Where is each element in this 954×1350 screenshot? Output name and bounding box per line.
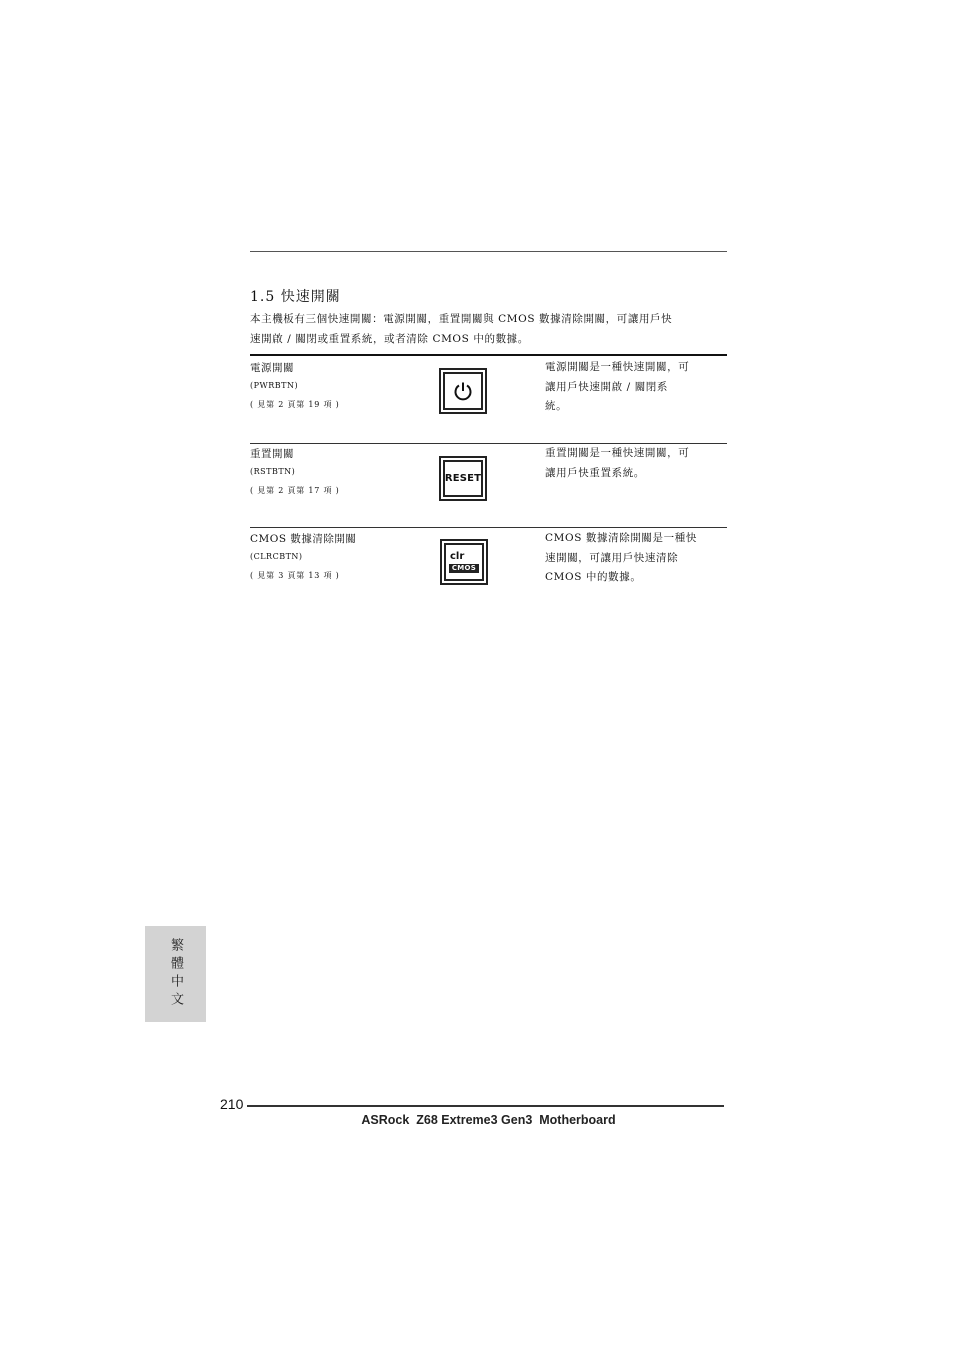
- language-side-tab: [145, 926, 206, 1022]
- power-switch-name: 電源開關: [250, 362, 294, 374]
- power-switch-label-cell: [250, 360, 340, 411]
- power-symbol-icon: [452, 380, 474, 402]
- reset-switch-name: 重置開關: [250, 448, 294, 460]
- power-icon: [439, 368, 487, 414]
- reset-icon-inner: [443, 460, 483, 497]
- intro-line: 速開啟 / 關閉或重置系統，或者清除 CMOS 中的數據。: [250, 333, 529, 345]
- reset-switch-ref: ( 見第 2 頁第 17 項 ): [250, 486, 340, 495]
- cmos-icon-text: CMOS: [449, 564, 479, 573]
- power-switch-description: [545, 358, 727, 417]
- section-title: 1.5 快速開關: [250, 289, 341, 305]
- description-line: CMOS 數據清除開關是一種快: [545, 532, 697, 544]
- description-line: 電源開關是一種快速開關，可: [545, 361, 690, 373]
- page-number: 210: [220, 1096, 244, 1112]
- clear-cmos-icon-inner: [444, 543, 484, 581]
- reset-icon-text: RESET: [444, 473, 482, 484]
- description-line: 統。: [545, 400, 568, 412]
- clr-icon-text: clr: [450, 550, 465, 562]
- row-separator: [250, 527, 727, 528]
- reset-switch-code: (RSTBTN): [250, 467, 296, 476]
- reset-switch-description: [545, 444, 727, 483]
- clear-cmos-switch-ref: ( 見第 3 頁第 13 項 ): [250, 571, 340, 580]
- intro-line: 本主機板有三個快速開關：電源開關，重置開關與 CMOS 數據清除開關，可讓用戶快: [250, 313, 673, 325]
- clear-cmos-switch-code: (CLRCBTN): [250, 552, 303, 561]
- clear-cmos-switch-label-cell: [250, 531, 356, 582]
- description-line: 讓用戶快重置系統。: [545, 466, 645, 479]
- reset-icon: [439, 456, 487, 501]
- description-line: 讓用戶快速開啟 / 關閉系: [545, 380, 669, 393]
- table-top-rule: [250, 354, 727, 356]
- footer-product-name: ASRock Z68 Extreme3 Gen3 Motherboard: [361, 1113, 616, 1127]
- language-side-tab-label: 繁體中文: [168, 938, 183, 1010]
- power-switch-ref: ( 見第 2 頁第 19 項 ): [250, 400, 340, 409]
- clear-cmos-icon: [440, 539, 488, 585]
- reset-switch-label-cell: [250, 446, 340, 497]
- clear-cmos-switch-description: [545, 529, 727, 588]
- description-line: CMOS 中的數據。: [545, 571, 642, 583]
- footer-rule: [247, 1105, 724, 1107]
- description-line: 重置開關是一種快速開關，可: [545, 447, 690, 459]
- power-icon-inner: [443, 372, 483, 410]
- description-line: 速開關，可讓用戶快速清除: [545, 551, 679, 564]
- top-rule: [250, 251, 727, 252]
- intro-paragraph: [250, 309, 728, 349]
- power-switch-code: (PWRBTN): [250, 381, 299, 390]
- clear-cmos-switch-name: CMOS 數據清除開關: [250, 533, 357, 545]
